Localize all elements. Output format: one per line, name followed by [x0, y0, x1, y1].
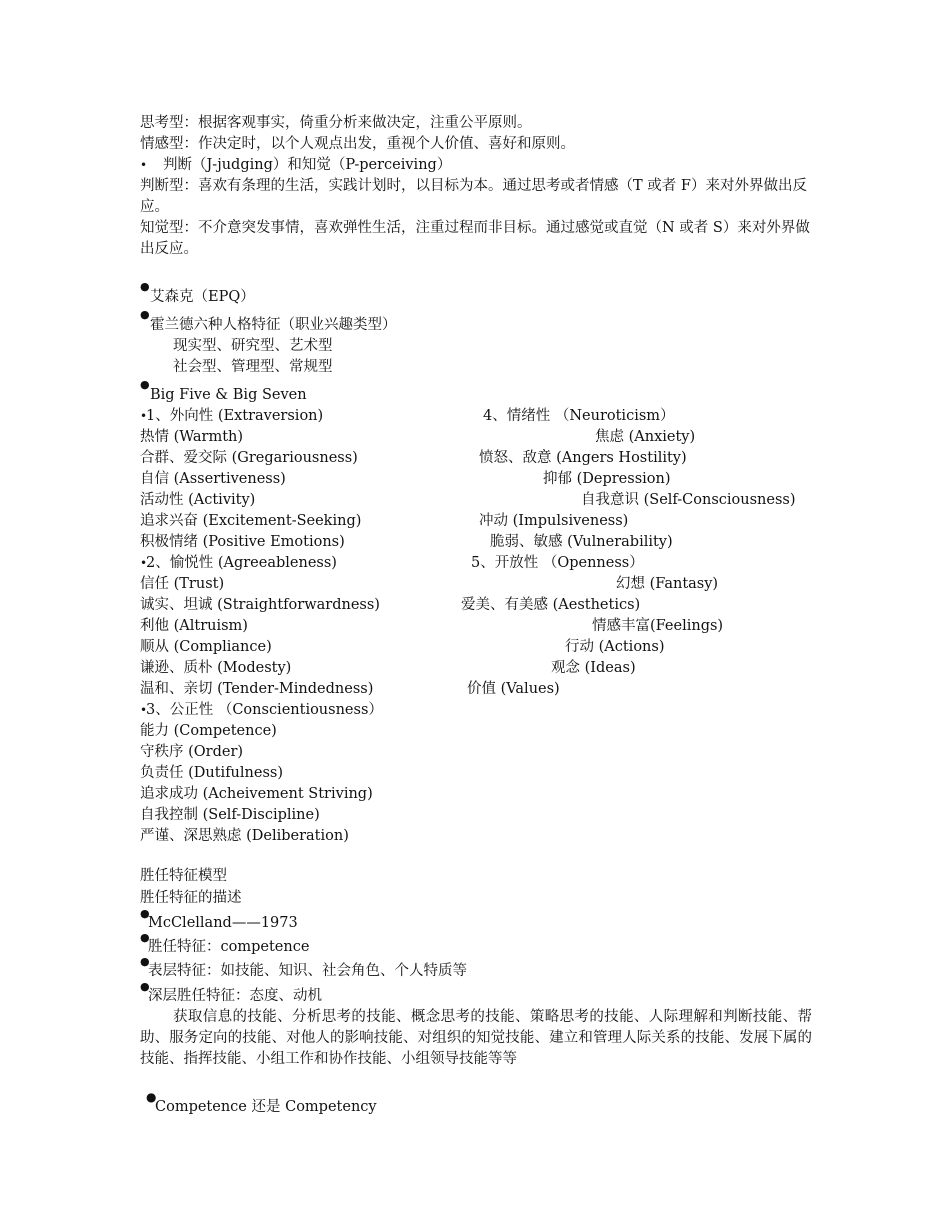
judging-type-text: 判断型：喜欢有条理的生活，实践计划时，以目标为本。通过思考或者情感（T 或者 F）来对外界做出反应。 — [140, 178, 807, 215]
agr-facet: 利他 (Altruism) — [140, 618, 248, 634]
ope-facet: 情感丰富(Feelings) — [592, 618, 724, 634]
ext-facet: 追求兴奋 (Excitement-Seeking) — [140, 513, 362, 529]
factor-neuroticism: 4、情绪性 （Neuroticism） — [483, 408, 675, 424]
bullet-icon: • — [140, 409, 148, 423]
bullet-icon: ● — [140, 980, 150, 993]
agr-facet: 信任 (Trust) — [140, 576, 225, 592]
bigfive-title: Big Five & Big Seven — [150, 387, 307, 403]
bullet-icon: • — [140, 556, 148, 570]
ope-facet: 行动 (Actions) — [565, 639, 665, 655]
ope-facet: 价值 (Values) — [467, 681, 560, 697]
neu-facet: 抑郁 (Depression) — [543, 471, 671, 487]
mcclelland-item: McClelland——1973 — [148, 915, 298, 931]
bullet-icon: ● — [140, 955, 150, 968]
factor-conscientiousness: 3、公正性 （Conscientiousness） — [146, 702, 383, 718]
ope-facet: 爱美、有美感 (Aesthetics) — [461, 597, 641, 613]
neu-facet: 焦虑 (Anxiety) — [595, 429, 696, 445]
con-facet: 严谨、深思熟虑 (Deliberation) — [140, 828, 349, 844]
jp-heading: 判断（J-judging）和知觉（P-perceiving） — [163, 157, 452, 173]
ope-facet: 幻想 (Fantasy) — [616, 576, 719, 592]
competency-definition: 胜任特征：competence — [148, 939, 310, 955]
ext-facet: 热情 (Warmth) — [140, 429, 244, 445]
ext-facet: 积极情绪 (Positive Emotions) — [140, 534, 345, 550]
factor-agreeableness: 2、愉悦性 (Agreeableness) — [146, 555, 337, 571]
neu-facet: 愤怒、敌意 (Angers Hostility) — [479, 450, 687, 466]
bullet-icon: ● — [140, 280, 150, 293]
ext-facet: 活动性 (Activity) — [140, 492, 256, 508]
bullet-icon: ● — [146, 1090, 157, 1104]
neu-facet: 脆弱、敏感 (Vulnerability) — [490, 534, 673, 550]
thinking-type-text: 思考型：根据客观事实，倚重分析来做决定，注重公平原则。 — [140, 115, 532, 131]
holland-title: 霍兰德六种人格特征（职业兴趣类型） — [150, 317, 397, 333]
con-facet: 追求成功 (Acheivement Striving) — [140, 786, 373, 802]
competency-desc-title: 胜任特征的描述 — [140, 890, 242, 906]
ext-facet: 合群、爱交际 (Gregariousness) — [140, 450, 358, 466]
agr-facet: 顺从 (Compliance) — [140, 639, 272, 655]
bullet-icon: ● — [140, 907, 150, 920]
neu-facet: 冲动 (Impulsiveness) — [479, 513, 629, 529]
ope-facet: 观念 (Ideas) — [551, 660, 636, 676]
factor-extraversion: 1、外向性 (Extraversion) — [146, 408, 324, 424]
bullet-icon: ● — [140, 308, 150, 321]
competency-model-title: 胜任特征模型 — [140, 868, 227, 884]
deep-features: 深层胜任特征：态度、动机 — [148, 988, 322, 1004]
perceiving-type-text: 知觉型：不介意突发事情，喜欢弹性生活，注重过程而非目标。通过感觉或直觉（N 或者 S）来对外界做出反应。 — [140, 220, 810, 257]
bullet-icon: • — [140, 158, 148, 172]
epq-item: 艾森克（EPQ） — [150, 289, 255, 305]
skills-paragraph: 获取信息的技能、分析思考的技能、概念思考的技能、策略思考的技能、人际理解和判断技能、帮助、服务定向的技能、对他人的影响技能、对组织的知觉技能、建立和管理人际关系的技能、发展下属的技能、指挥技能、小组工作和协作技能、小组领导技能等等 — [140, 1009, 812, 1067]
competence-question: Competence 还是 Competency — [155, 1099, 377, 1115]
factor-openness: 5、开放性 （Openness） — [471, 555, 644, 571]
con-facet: 负责任 (Dutifulness) — [140, 765, 283, 781]
surface-features: 表层特征：如技能、知识、社会角色、个人特质等 — [148, 963, 467, 979]
bullet-icon: ● — [140, 931, 150, 944]
feeling-type-text: 情感型：作决定时，以个人观点出发，重视个人价值、喜好和原则。 — [140, 136, 575, 152]
agr-facet: 温和、亲切 (Tender-Mindedness) — [140, 681, 374, 697]
agr-facet: 诚实、坦诚 (Straightforwardness) — [140, 597, 380, 613]
holland-types-line-2: 社会型、管理型、常规型 — [173, 359, 333, 375]
con-facet: 自我控制 (Self-Discipline) — [140, 807, 320, 823]
con-facet: 守秩序 (Order) — [140, 744, 244, 760]
ext-facet: 自信 (Assertiveness) — [140, 471, 286, 487]
neu-facet: 自我意识 (Self-Consciousness) — [581, 492, 796, 508]
bullet-icon: ● — [140, 378, 150, 391]
agr-facet: 谦逊、质朴 (Modesty) — [140, 660, 292, 676]
con-facet: 能力 (Competence) — [140, 723, 277, 739]
holland-types-line-1: 现实型、研究型、艺术型 — [173, 338, 333, 354]
bullet-icon: • — [140, 703, 148, 717]
